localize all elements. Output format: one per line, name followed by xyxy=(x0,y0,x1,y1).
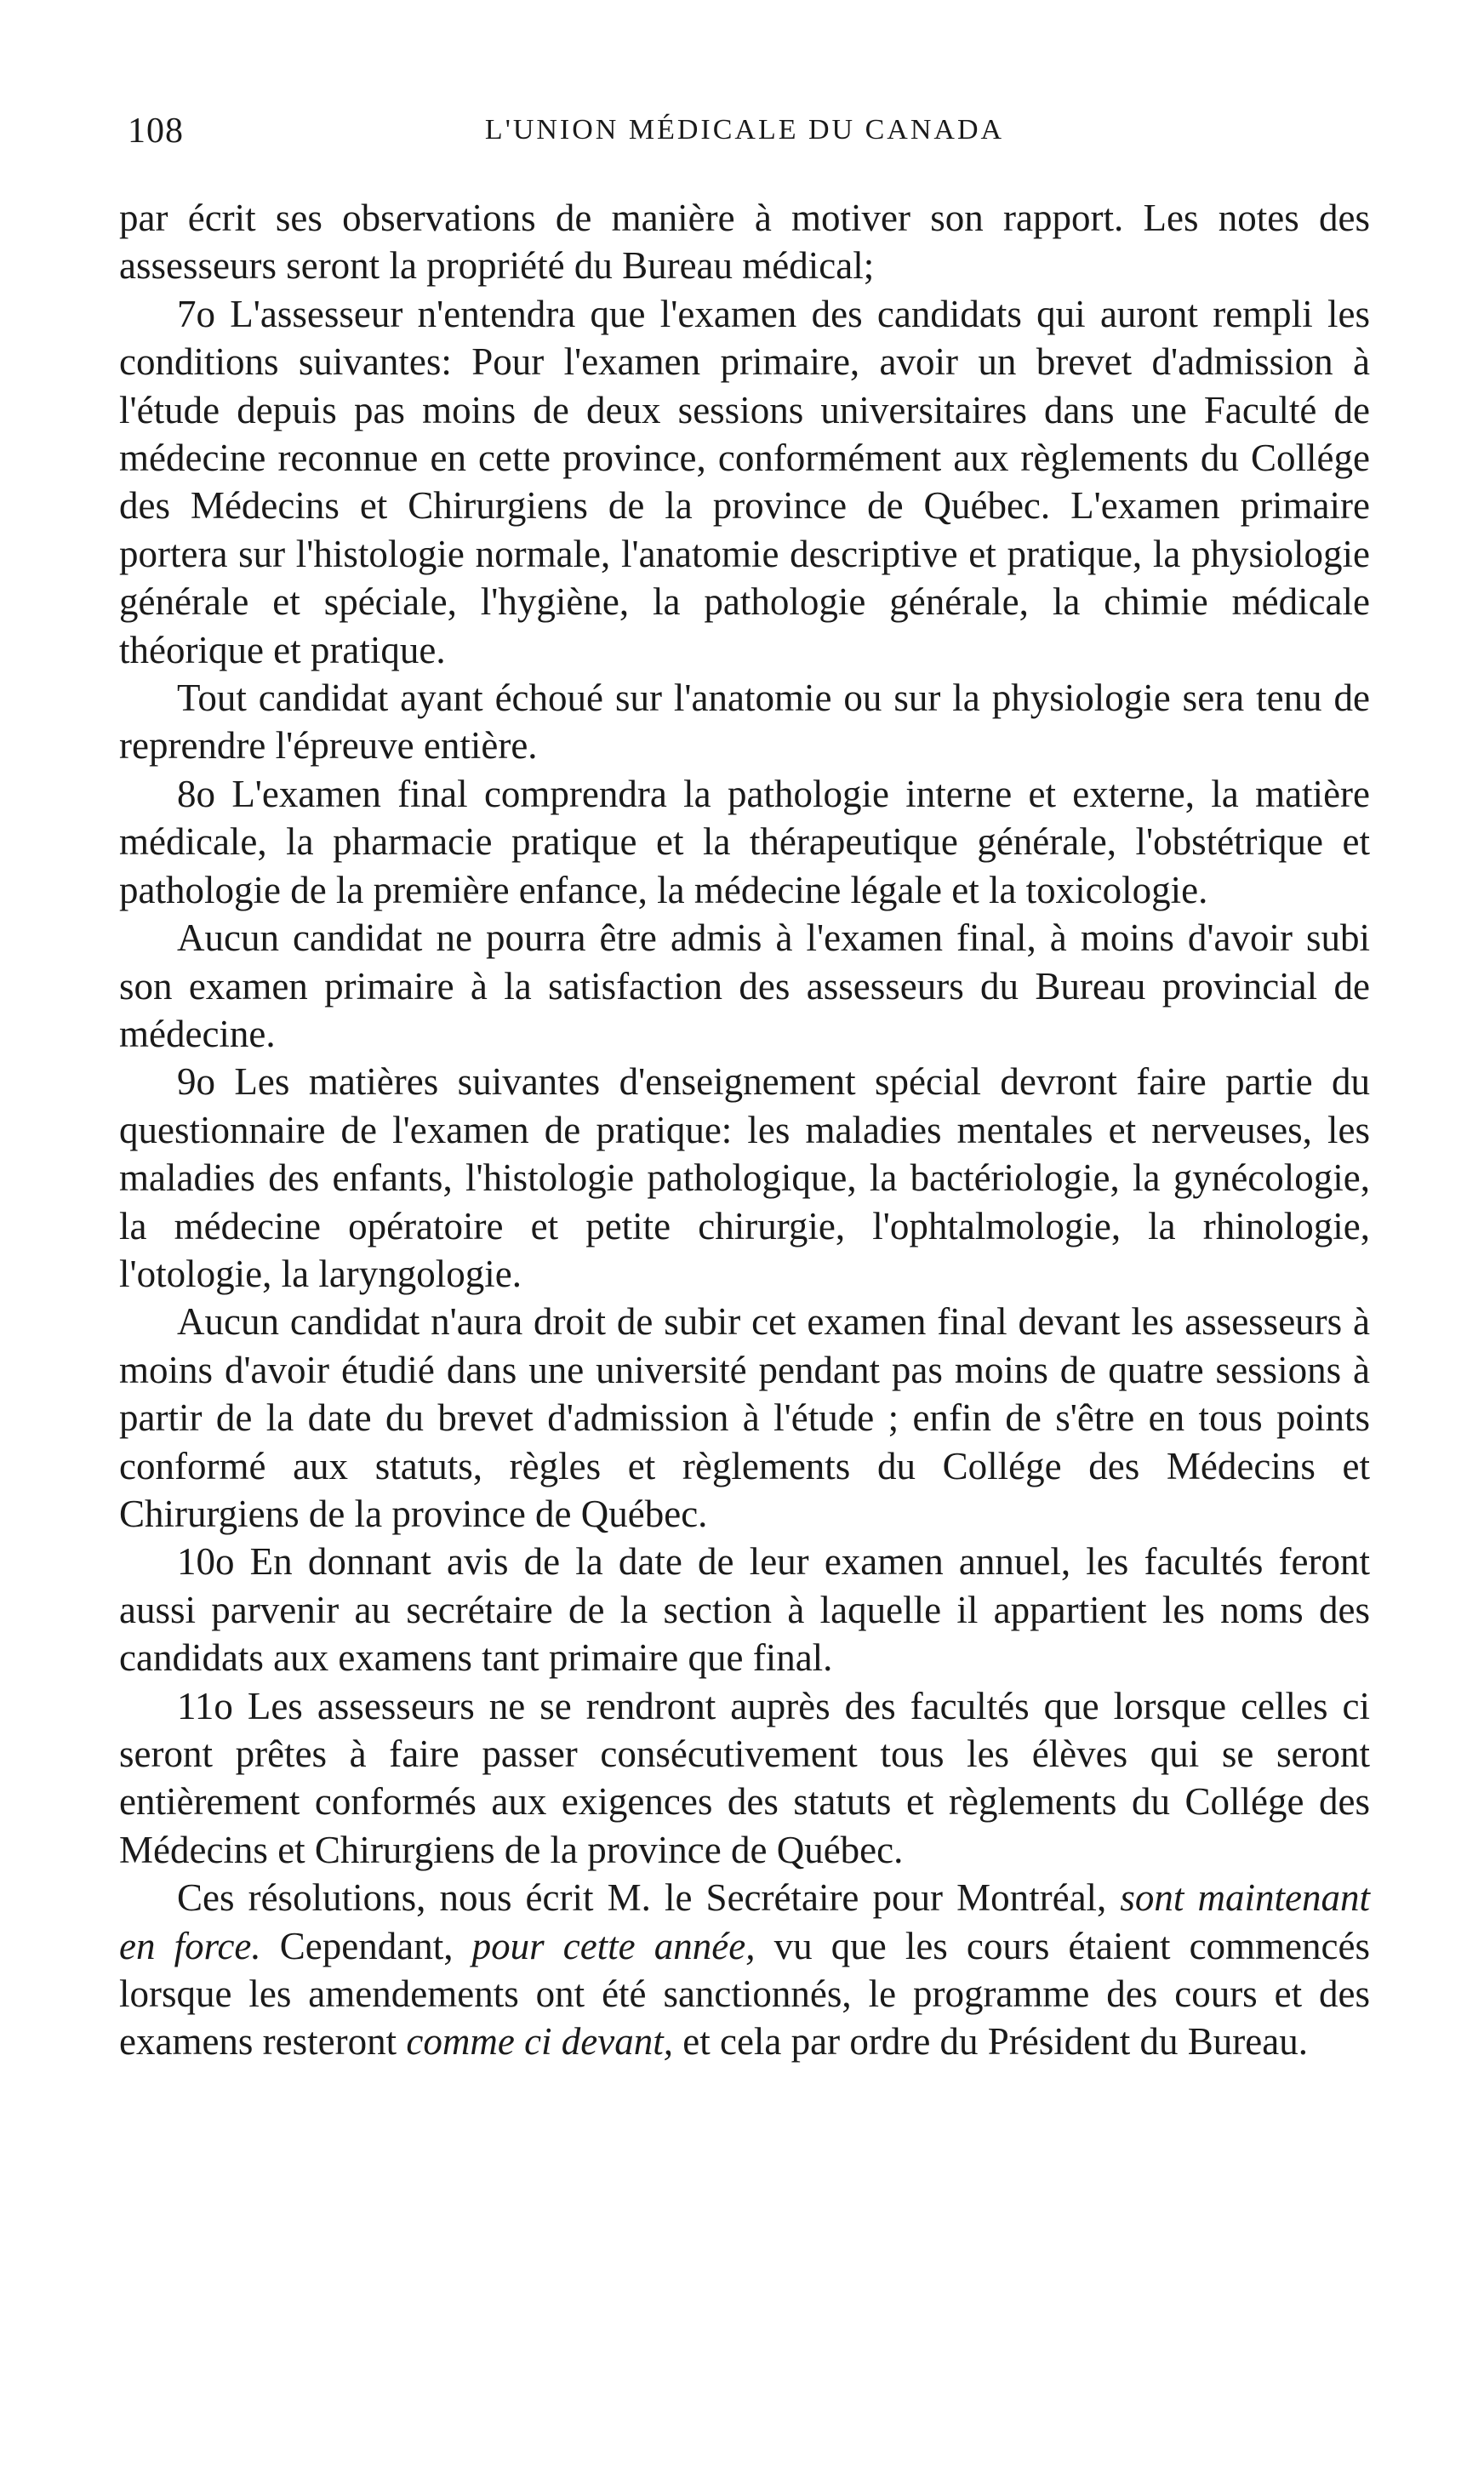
paragraph-article-11: 11o Les assesseurs ne se rendront auprès des facultés que lorsque celles ci seront prêtes à faire passer consécutivement tous les élèves qui se seront entièrement conformés aux exigences des statuts et règlements du Collége des Médecins et Chirurgiens de la province de Québec. xyxy=(119,1684,1370,1871)
closing-text-3: vu que les cours étaient commencés lorsque les amendements ont été sanctionnés, le programme des cours et des examens resteront xyxy=(119,1924,1370,2064)
closing-italic-3: comme ci devant, xyxy=(406,2020,673,2064)
closing-text-4: et cela par ordre du Président du Bureau. xyxy=(673,2020,1308,2064)
closing-italic-1: sont maintenant en force. xyxy=(119,1876,1371,1967)
closing-text-1: Ces résolutions, nous écrit M. le Secrétaire pour Montréal, xyxy=(177,1876,1121,1920)
paragraph-anatomy-retake: Tout candidat ayant échoué sur l'anatomie ou sur la physiologie sera tenu de reprendre l'épreuve entière. xyxy=(119,676,1370,768)
page-header xyxy=(119,111,1370,170)
paragraph-final-admission: Aucun candidat ne pourra être admis à l'examen final, à moins d'avoir subi son examen primaire à la satisfaction des assesseurs du Bureau provincial de médecine. xyxy=(119,916,1370,1055)
paragraph-article-8: 8o L'examen final comprendra la pathologie interne et externe, la matière médicale, la pharmacie pratique et la thérapeutique générale, l'obstétrique et pathologie de la première enfance, la médecine légale et la toxicologie. xyxy=(119,772,1370,911)
page-number: 108 xyxy=(128,111,184,151)
closing-italic-2: pour cette année, xyxy=(471,1924,756,1967)
paragraph-article-9: 9o Les matières suivantes d'enseignement spécial devront faire partie du questionnaire de l'examen de pratique: les maladies mentales et nerveuses, les maladies des enfants, l'histologie pathologique, la bactériologie, la gynécologie, la médecine opératoire et petite chirurgie, l'ophtalmologie, la rhinologie, l'otologie, la laryngologie. xyxy=(119,1060,1370,1295)
running-title: L'UNION MÉDICALE DU CANADA xyxy=(484,114,1005,146)
paragraph-closing xyxy=(119,1874,1370,2066)
body-text xyxy=(119,194,1370,2066)
paragraph-article-10: 10o En donnant avis de la date de leur examen annuel, les facultés feront aussi parvenir au secrétaire de la section à laquelle il appartient les noms des candidats aux examens tant primaire que final. xyxy=(119,1540,1370,1680)
paragraph-continuation: par écrit ses observations de manière à motiver son rapport. Les notes des assesseurs seront la propriété du Bureau médical; xyxy=(119,197,1370,288)
page xyxy=(119,111,1370,2066)
paragraph-article-7: 7o L'assesseur n'entendra que l'examen des candidats qui auront rempli les conditions suivantes: Pour l'examen primaire, avoir un brevet d'admission à l'étude depuis pas moins de deux sessions universitaires dans une Faculté de médecine reconnue en cette province, conformément aux règlements du Collége des Médecins et Chirurgiens de la province de Québec. L'examen primaire portera sur l'histologie normale, l'anatomie descriptive et pratique, la physiologie générale et spéciale, l'hygiène, la pathologie générale, la chimie médicale théorique et pratique. xyxy=(119,292,1370,671)
closing-text-2: Cependant, xyxy=(260,1924,472,1967)
paragraph-final-eligibility: Aucun candidat n'aura droit de subir cet examen final devant les assesseurs à moins d'avoir étudié dans une université pendant pas moins de quatre sessions à partir de la date du brevet d'admission à l'étude ; enfin de s'être en tous points conformé aux statuts, règles et règlements du Collége des Médecins et Chirurgiens de la province de Québec. xyxy=(119,1300,1370,1535)
